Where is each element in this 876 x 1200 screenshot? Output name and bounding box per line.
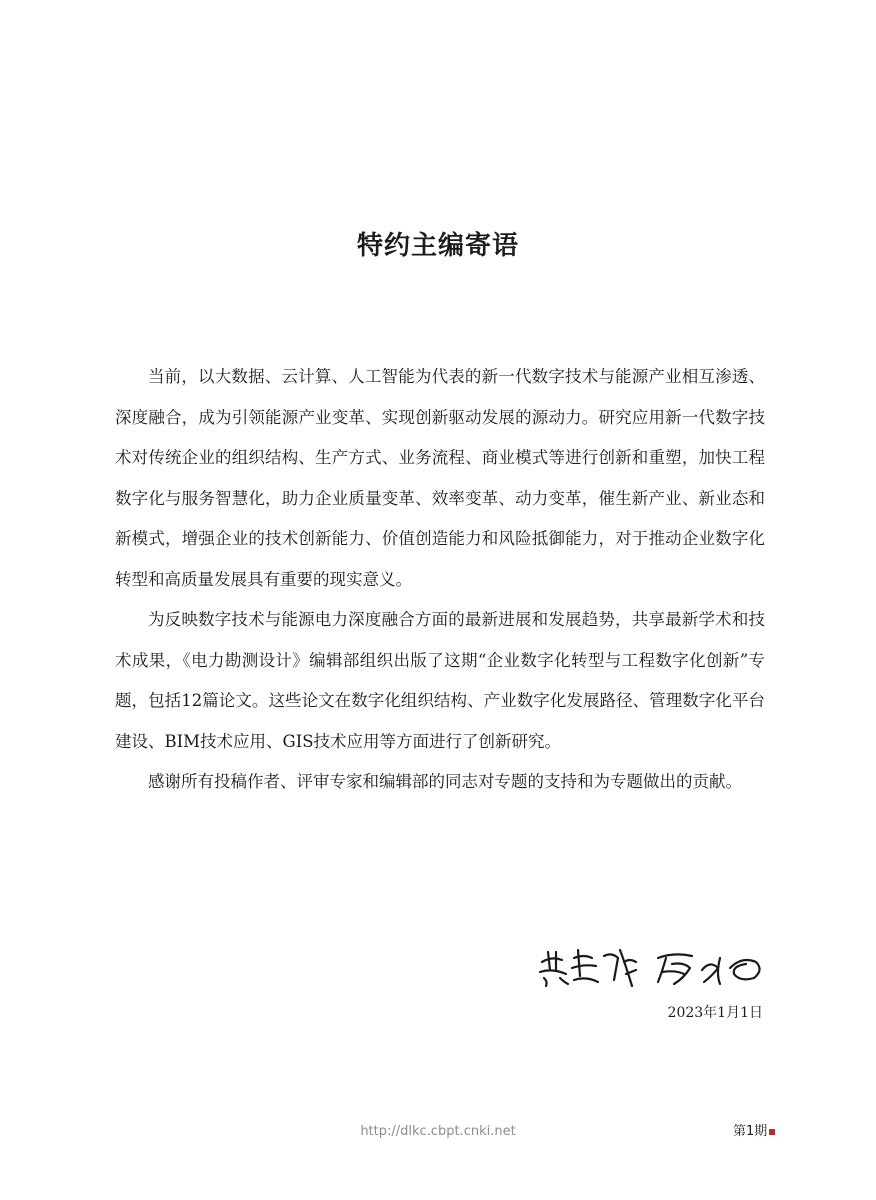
square-marker-icon [769, 1129, 775, 1135]
handwritten-signature [534, 940, 774, 992]
footer-url-link[interactable]: http://dlkc.cbpt.cnki.net [360, 1124, 516, 1139]
paragraph-thanks: 感谢所有投稿作者、评审专家和编辑部的同志对专题的支持和为专题做出的贡献。 [148, 772, 742, 791]
paragraph-intro: 当前，以大数据、云计算、人工智能为代表的新一代数字技术与能源产业相互渗透、深度融合，成为引领能源产业变革、实现创新驱动发展的源动力。研究应用新一代数字技术对传统企业的组织结构、生产方式、业务流程、商业模式等进行创新和重塑，加快工程数字化与服务智慧化，助力企业质量变革、效率变革、动力变革，催生新产业、新业态和新模式，增强企业的技术创新能力、价值创造能力和风险抵御能力，对于推动企业数字化转型和高质量发展具有重要的现实意义。 [115, 367, 765, 589]
body-text [115, 357, 765, 803]
footer-issue-label: 第1期 [733, 1124, 768, 1139]
page-title: 特约主编寄语 [356, 231, 519, 261]
paragraph-topic: 为反映数字技术与能源电力深度融合方面的最新进展和发展趋势，共享最新学术和技术成果，《电力勘测设计》编辑部组织出版了这期“企业数字化转型与工程数字化创新”专题，包括12篇论文。这些论文在数字化组织结构、产业数字化发展路径、管理数字化平台建设、BIM技术应用、GIS技术应用等方面进行了创新研究。 [115, 610, 765, 751]
signature-date: 2023年1月1日 [667, 1005, 763, 1021]
